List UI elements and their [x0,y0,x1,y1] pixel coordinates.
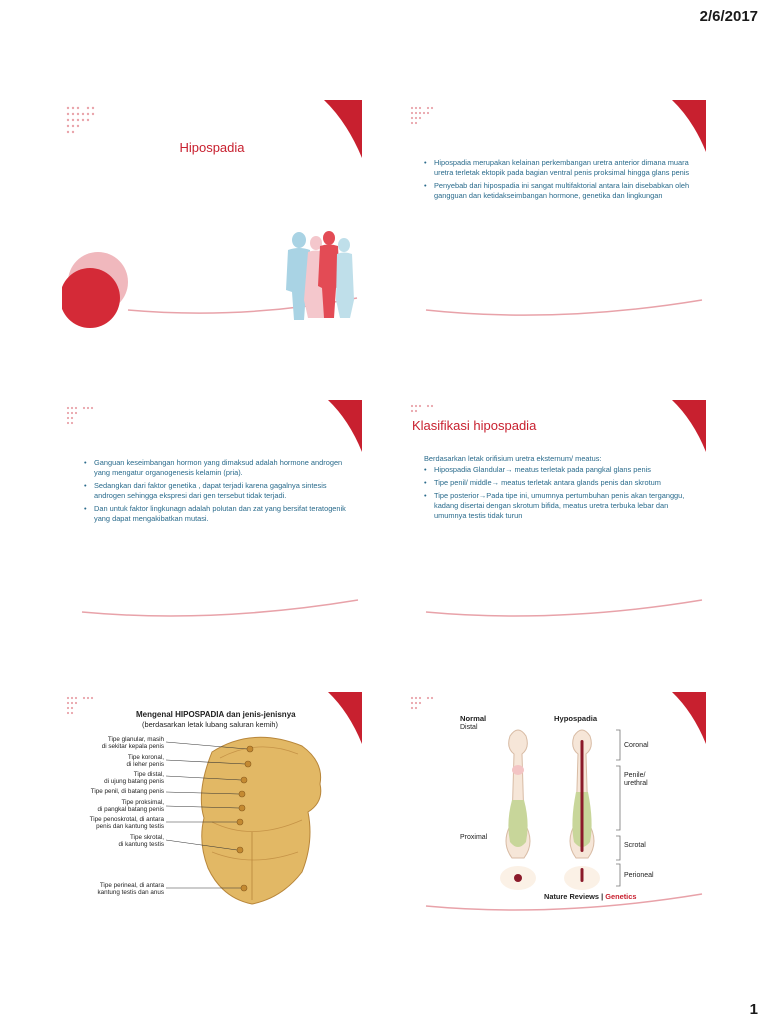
bullet-item: • Tipe posterior→Pada tipe ini, umumnya pertumbuhan penis akan terganggu, kadang disertai dengan skrotum bifida, meatus uretra terbuka lebar dan umumnya testis tidak turun [424,491,696,521]
label-hypospadia: Hypospadia [554,714,598,723]
bullet-list [84,458,354,527]
label-distal-desc: di ujung batang penis [104,778,164,785]
label-perineal: Tipe perineal, di antara [99,882,164,889]
label-penil: Tipe penil, di batang penis [90,788,164,795]
slide-6 [406,692,706,920]
label-glanular: Tipe glanular, masih [107,736,164,743]
slide-5 [62,692,362,920]
people-silhouettes [286,231,354,320]
figure-title: Mengenal HIPOSPADIA dan jenis-jenisnya [136,710,296,719]
bullet-list [424,465,696,524]
label-distal: Distal [460,724,478,731]
bullet-item: • Tipe penil/ middle→ meatus terletak antara glands penis dan skrotum [424,478,696,488]
label-proksimal: Tipe proksimal, [121,799,164,806]
bullet-item: • Ganguan keseimbangan hormon yang dimaksud adalah hormone androgen yang mengatur organogenesis kelamin (pria). [84,458,354,478]
bullet-item: • Hipospadia merupakan kelainan perkembangan uretra anterior dimana muara uretra terletak ektopik pada bagian ventral penis proksimal hingga glans penis [424,158,696,178]
label-distal: Tipe distal, [133,771,164,778]
label-perineal-desc: kantung testis dan anus [97,889,164,896]
label-scrotal: Scrotal [624,842,646,849]
credit-separator: | [599,892,606,901]
label-koronal-desc: di leher penis [126,761,164,768]
slide-decoration [406,692,706,920]
label-skrotal-desc: di kantung testis [118,841,164,848]
page-number: 1 [749,1001,758,1018]
slide-2 [406,100,706,328]
slide-4 [406,400,706,628]
bullet-item: • Penyebab dari hipospadia ini sangat multifaktorial antara lain disebabkan oleh gangguan dan ketidakseimbangan hormone, genetika dan lingkungan [424,181,696,201]
label-penile: Penile/ [624,772,646,779]
label-proximal: Proximal [460,834,488,841]
label-skrotal: Tipe skrotal, [129,834,164,841]
bullet-list [424,158,696,204]
slide-title: Klasifikasi hipospadia [412,418,537,433]
penis-anatomy-illustration [166,737,321,904]
label-coronal: Coronal [624,742,649,749]
label-koronal: Tipe koronal, [127,754,164,761]
slide-decoration [62,100,362,328]
slide-1 [62,100,362,328]
label-penoskrotal-desc: penis dan kantung testis [96,823,164,830]
slide-3 [62,400,362,628]
slide-title: Hipospadia [179,140,245,155]
label-penoskrotal: Tipe penoskrotal, di antara [89,816,164,823]
nature-reviews-credit [544,892,636,901]
normal-penis-diagram [500,730,536,890]
header-date: 2/6/2017 [699,8,758,25]
label-normal: Normal [460,714,487,723]
credit-journal: Nature Reviews [544,892,600,901]
label-proksimal-desc: di pangkal batang penis [97,806,164,813]
credit-section: Genetics [605,892,637,901]
hypospadia-penis-diagram [564,730,600,890]
bullet-item: • Hipospadia Glandular→ meatus terletak pada pangkal glans penis [424,465,696,475]
label-urethral: urethral [624,780,648,787]
bullet-item: • Dan untuk faktor lingkunagn adalah polutan dan zat yang bersifat teratogenik yang dapat mengakibatkan mutasi. [84,504,354,524]
label-glanular-desc: di sekitar kepala penis [101,743,164,750]
region-brackets [616,730,620,886]
intro-text: Berdasarkan letak orifisium uretra eksternum/ meatus: [424,454,602,463]
bullet-item: • Sedangkan dari faktor genetika , dapat terjadi karena gagalnya sintesis androgen sehingga ekspresi dari gen tersebut tidak terjadi. [84,481,354,501]
figure-subtitle: (berdasarkan letak lubang saluran kemih) [142,720,278,729]
slide-decoration [406,100,706,328]
label-perineal: Perioneal [624,872,654,879]
